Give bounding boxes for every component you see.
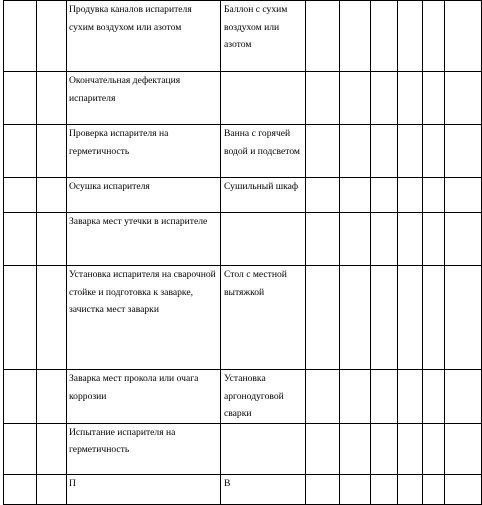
table-cell [306,423,340,474]
table-cell [4,474,37,504]
table-cell [340,370,371,424]
table-cell [398,72,423,125]
table-cell [4,125,37,178]
equipment-cell [221,1,306,72]
table-cell [445,72,482,125]
table-cell [306,213,340,266]
operation-text: Заварка мест прокола или очага коррозии [69,373,199,402]
table-cell [423,72,445,125]
table-cell [4,370,37,424]
table-cell [371,474,398,504]
table-cell [398,423,423,474]
table-cell [423,423,445,474]
equipment-cell [221,370,306,424]
equipment-cell [221,72,306,125]
operation-cell [67,370,221,424]
process-table [3,0,482,505]
table-cell [423,266,445,370]
table-cell [445,474,482,504]
table-cell [340,474,371,504]
table-cell [398,1,423,72]
table-cell [306,266,340,370]
equipment-text: Баллон с сухим воздухом или азотом [224,4,288,50]
table-row [4,474,482,504]
operation-cell [67,125,221,178]
operation-cell [67,72,221,125]
table-cell [371,266,398,370]
table-cell [306,178,340,213]
table-cell [306,72,340,125]
table-row [4,370,482,424]
table-cell [398,370,423,424]
equipment-text: Установка аргонодуговой сварки [224,373,284,419]
table-cell [371,1,398,72]
equipment-cell [221,178,306,213]
table-cell [306,1,340,72]
operation-text: Заварка мест утечки в испарителе [69,216,208,227]
equipment-cell [221,125,306,178]
table-cell [306,474,340,504]
table-cell [423,370,445,424]
equipment-text: Ванна с горячей водой и подсветом [224,128,301,157]
table-row [4,266,482,370]
table-cell [445,213,482,266]
table-cell [340,213,371,266]
operation-text: Испытание испарителя на герметичность [69,426,176,455]
table-cell [37,423,67,474]
table-cell [371,178,398,213]
table-row [4,423,482,474]
table-cell [340,1,371,72]
table-cell [445,178,482,213]
table-cell [4,423,37,474]
table-cell [4,266,37,370]
table-cell [371,423,398,474]
table-cell [306,370,340,424]
table-cell [371,370,398,424]
equipment-text: Сушильный шкаф [224,181,299,192]
equipment-cell [221,266,306,370]
table-row [4,125,482,178]
operation-cell [67,178,221,213]
table-cell [37,1,67,72]
table-cell [423,1,445,72]
table-cell [445,370,482,424]
table-cell [423,178,445,213]
table-cell [37,266,67,370]
table-cell [423,125,445,178]
table-cell [37,370,67,424]
table-cell [37,72,67,125]
equipment-cell [221,213,306,266]
table-cell [340,178,371,213]
table-cell [37,178,67,213]
table-row [4,1,482,72]
operation-cell [67,266,221,370]
equipment-text: В [224,477,231,489]
table-cell [340,72,371,125]
table-cell [445,125,482,178]
table-cell [371,125,398,178]
table-cell [340,266,371,370]
table-cell [340,125,371,178]
table-cell [340,423,371,474]
operation-cell [67,213,221,266]
table-cell [423,474,445,504]
table-cell [4,1,37,72]
table-cell [37,474,67,504]
table-cell [445,423,482,474]
table-cell [398,474,423,504]
equipment-cell [221,423,306,474]
equipment-cell [221,474,306,504]
table-row [4,213,482,266]
operation-text: Установка испарителя на сварочной стойке и подготовка к заварке, зачистка мест заварки [69,269,216,315]
table-cell [445,1,482,72]
table-cell [37,213,67,266]
operation-text: Проверка испарителя на герметичность [69,128,169,157]
operation-text: П [69,477,76,489]
table-cell [371,213,398,266]
table-cell [4,178,37,213]
operation-text: Продувка каналов испарителя сухим воздухом или азотом [69,4,192,33]
table-row [4,178,482,213]
operation-text: Окончательная дефектация испарителя [69,75,181,104]
operation-cell [67,1,221,72]
operation-text: Осушка испарителя [69,181,150,192]
equipment-text: Стол с местной вытяжкой [224,269,287,298]
table-cell [371,72,398,125]
table-cell [37,125,67,178]
table-cell [423,213,445,266]
table-row [4,72,482,125]
table-cell [4,213,37,266]
table-cell [445,266,482,370]
table-cell [306,125,340,178]
table-cell [398,213,423,266]
table-cell [398,125,423,178]
table-cell [398,266,423,370]
operation-cell [67,474,221,504]
table-cell [398,178,423,213]
operation-cell [67,423,221,474]
table-cell [4,72,37,125]
